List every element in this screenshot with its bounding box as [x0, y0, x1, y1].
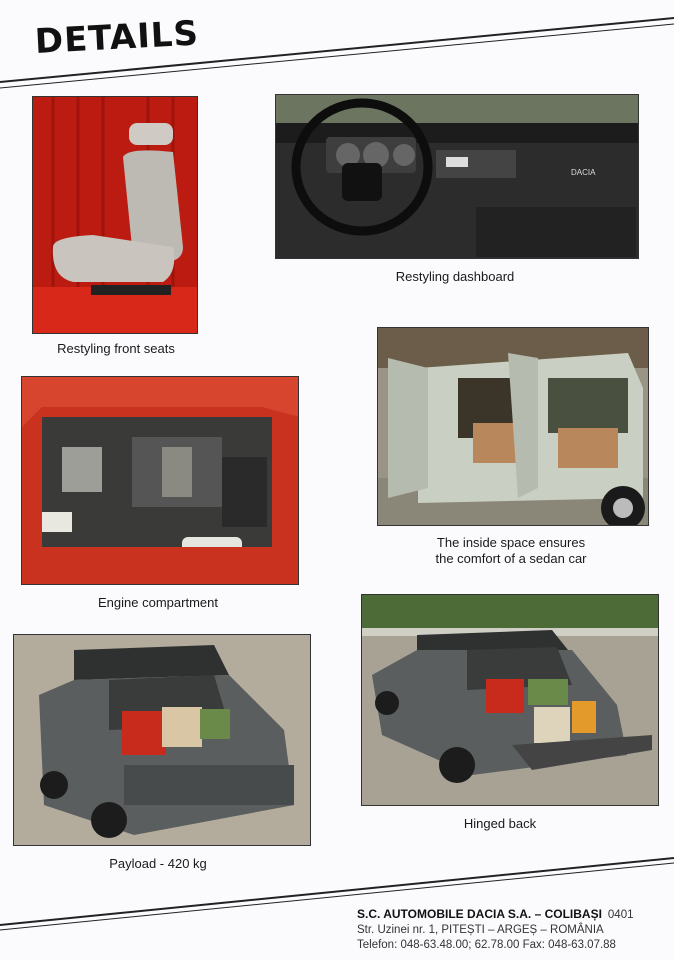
seats-caption: Restyling front seats	[57, 341, 175, 356]
dashboard-caption: Restyling dashboard	[395, 269, 515, 284]
interior-photo	[377, 327, 649, 526]
page-title: DETAILS	[33, 13, 200, 62]
footer-address: Str. Uzinei nr. 1, PITEȘTI – ARGEȘ – ROMÂNIA	[357, 924, 604, 936]
hinged-back-caption: Hinged back	[463, 816, 537, 831]
payload-photo	[13, 634, 311, 846]
interior-caption-line1: The inside space ensures	[436, 535, 586, 550]
payload-caption: Payload - 420 kg	[109, 856, 207, 871]
footer-company	[357, 907, 634, 922]
engine-caption: Engine compartment	[98, 595, 218, 610]
dashboard-photo	[275, 94, 639, 259]
catalog-code: 0401	[607, 909, 634, 921]
interior-caption-line2: the comfort of a sedan car	[435, 551, 587, 566]
seats-photo	[32, 96, 198, 334]
hinged-back-photo	[361, 594, 659, 806]
engine-photo	[21, 376, 299, 585]
svg-text:DACIA: DACIA	[571, 168, 596, 177]
footer-phone: Telefon: 048-63.48.00; 62.78.00 Fax: 048-63.07.88	[357, 939, 616, 951]
company-name: S.C. AUTOMOBILE DACIA S.A. – COLIBAȘI	[357, 907, 602, 921]
